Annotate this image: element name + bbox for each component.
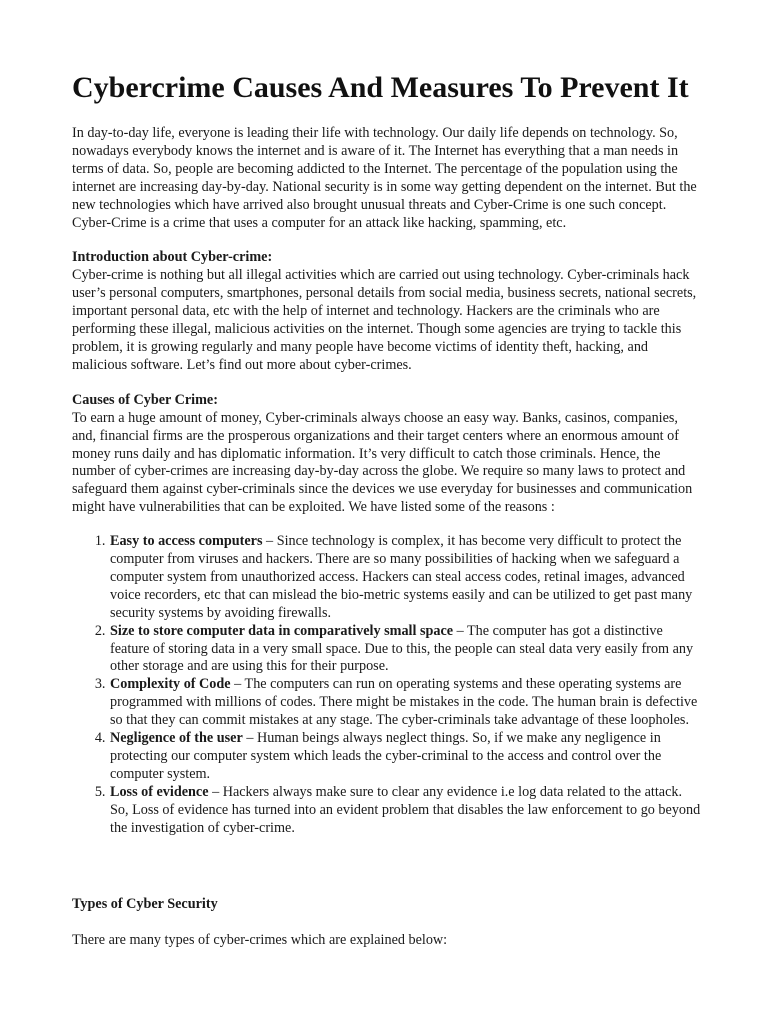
- reason-item-evidence-loss: [109, 784, 702, 838]
- section-body-introduction: Cyber-crime is nothing but all illegal activities which are carried out using technology. Cyber-criminals hack user’s personal computers, smartphones, personal details from social media, business secrets, national secrets, important personal data, etc with the help of internet and technology. Hackers are the criminals who are performing these illegal, malicious activities on the internet. Though some agencies are trying to tackle this problem, it is growing regularly and many people have become victims of identity theft, hacking, and malicious software. Let’s find out more about cyber-crimes.: [72, 267, 697, 373]
- reason-item-code-complexity: [109, 676, 702, 730]
- reason-text: – The computers can run on operating systems and these operating systems are programmed with millions of codes. There might be mistakes in the code. The human brain is defective so that they can commit mistakes at any stage. The cyber-criminals take advantage of these loopholes.: [110, 676, 698, 729]
- section-body-causes: To earn a huge amount of money, Cyber-criminals always choose an easy way. Banks, casinos, companies, and, financial firms are the prosperous organizations and their target centers where an enormous amount of money runs daily and has diplomatic information. It’s very difficult to catch those criminals. Hence, the number of cyber-crimes are increasing day-by-day across the globe. We require so many laws to protect and safeguard them against cyber-criminals since the devices we use everyday for businesses and communication might have vulnerabilities that can be exploited. We have listed some of the reasons :: [72, 409, 693, 516]
- reason-term: Loss of evidence: [110, 783, 209, 800]
- reason-item-user-negligence: [109, 730, 702, 784]
- document-body: [72, 125, 702, 838]
- reason-text: – Hackers always make sure to clear any evidence i.e log data related to the attack. So, Loss of evidence has turned into an evident problem that disables the law enforcement to go beyond the investigation of cyber-crime.: [110, 783, 701, 836]
- reason-term: Negligence of the user: [110, 730, 243, 747]
- reason-term: Easy to access computers: [110, 533, 263, 550]
- intro-paragraph: In day-to-day life, everyone is leading their life with technology. Our daily life depends on technology. So, nowadays everybody knows the internet and is aware of it. The Internet has everything that a man needs in terms of data. So, people are becoming addicted to the Internet. The percentage of the population using the internet are increasing day-by-day. National security is in some way getting dependent on the internet. But the new technologies which have arrived also brought unusual threats and Cyber-Crime is one such concept. Cyber-Crime is a crime that uses a computer for an attack like hacking, spamming, etc.: [72, 125, 697, 231]
- reason-item-data-storage: [109, 623, 702, 677]
- reason-text: – Human beings always neglect things. So, if we make any negligence in protecting our computer system which leads the cyber-criminal to the access and control over the computer system.: [110, 730, 662, 782]
- types-intro-paragraph: There are many types of cyber-crimes which are explained below:: [72, 932, 448, 948]
- page-title: Cybercrime Causes And Measures To Prevent It: [72, 71, 689, 104]
- section-heading-introduction: Introduction about Cyber-crime:: [72, 249, 273, 266]
- reason-text: – Since technology is complex, it has become very difficult to protect the computer from viruses and hackers. There are so many possibilities of hacking when we safeguard a computer system from unauthorized access. Hackers can steal access codes, retinal images, advanced voice recorders, etc that can mislead the bio-metric systems easily and can be utilized to get past many security systems by avoiding firewalls.: [110, 533, 693, 621]
- reason-text: – The computer has got a distinctive feature of storing data in a very small space. Due to this, the people can steal data very easily from any other storage and are using this for their purpose.: [110, 622, 694, 675]
- section-heading-types: Types of Cyber Security: [72, 896, 218, 912]
- reason-term: Complexity of Code: [110, 676, 231, 693]
- reason-item-easy-access: [109, 533, 702, 623]
- section-heading-causes: Causes of Cyber Crime:: [72, 391, 218, 408]
- reason-term: Size to store computer data in comparatively small space: [110, 622, 454, 639]
- reasons-list: [72, 533, 702, 837]
